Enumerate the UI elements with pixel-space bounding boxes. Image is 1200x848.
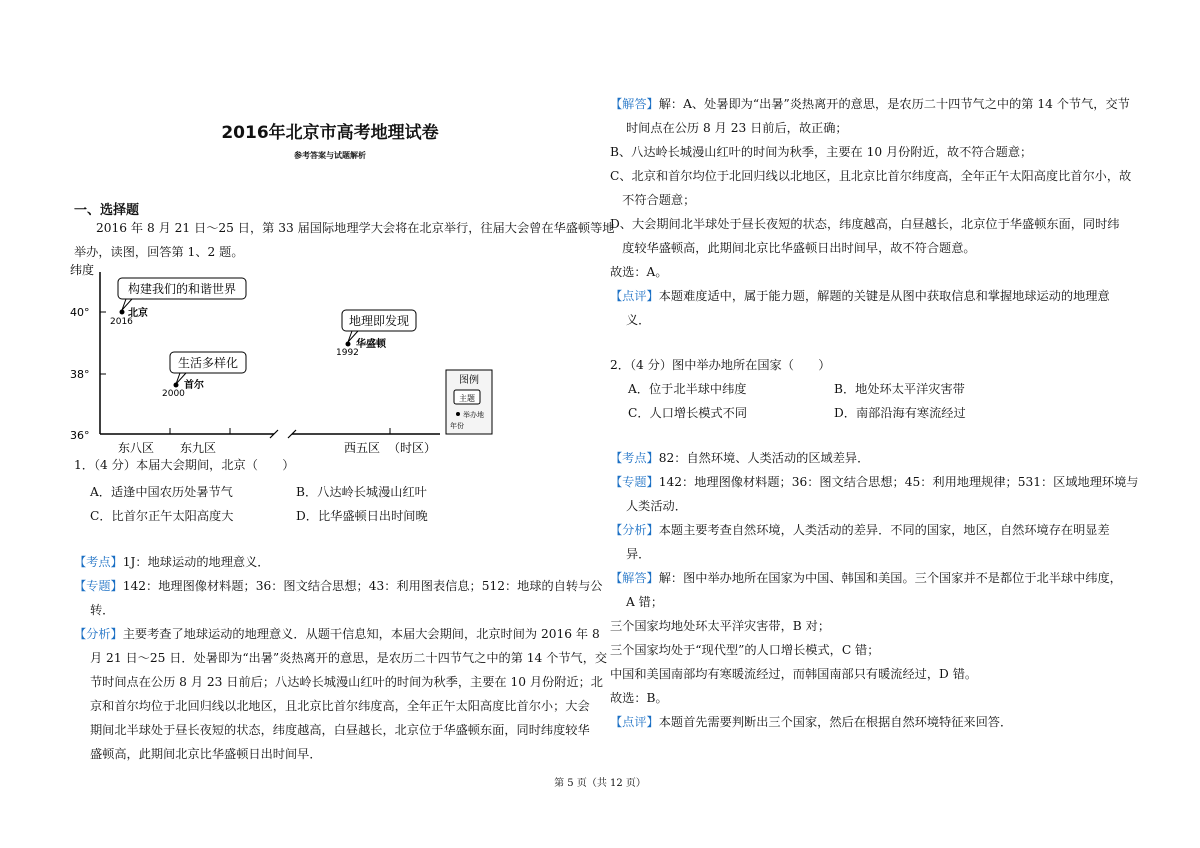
legend-theme: 主题 xyxy=(459,394,475,403)
year-washington: 1992 xyxy=(336,348,359,358)
legend-year: 年份 xyxy=(450,422,464,430)
q2-option-b[interactable]: B．地处环太平洋灾害带 xyxy=(834,382,965,396)
q1-jieda-line: 度较华盛顿高，此期间北京比华盛顿日出时间早，故不符合题意。 xyxy=(610,241,976,255)
y-tick-label: 40° xyxy=(70,306,90,319)
tag-fenxi: 【分析】 xyxy=(610,523,659,537)
year-beijing: 2016 xyxy=(110,317,133,327)
q1-dianping-cont: 义． xyxy=(626,313,651,327)
y-axis-label: 纬度 xyxy=(70,263,95,277)
q1-option-b[interactable]: B．八达岭长城漫山红叶 xyxy=(296,485,427,499)
section-heading: 一、选择题 xyxy=(74,203,140,218)
q1-stem: 1．（4 分）本届大会期间，北京（ ） xyxy=(74,458,295,472)
q2-answer: 故选：B。 xyxy=(610,691,668,705)
city-washington: 华盛顿 xyxy=(356,339,386,350)
q1-jieda-line: 时间点在公历 8 月 23 日前后，故正确； xyxy=(626,121,848,135)
q2-zhuanti-cont: 人类活动． xyxy=(626,499,687,513)
q2-fenxi: 【分析】本题主要考查自然环境，人类活动的差异．不同的国家，地区，自然环境存在明显差 xyxy=(610,523,1110,537)
q2-stem: 2．（4 分）图中举办地所在国家（ ） xyxy=(610,358,831,372)
q2-jieda-line: 三个国家均处于“现代型”的人口增长模式，C 错； xyxy=(610,643,880,657)
q2-jieda-line: 三个国家均地处环太平洋灾害带，B 对； xyxy=(610,619,831,633)
tag-jieda: 【解答】 xyxy=(610,97,659,111)
x-tick-label: （时区） xyxy=(388,441,437,455)
q1-fenxi-line: 京和首尔均位于北回归线以北地区，且北京比首尔纬度高，全年正午太阳高度比首尔小；大会 xyxy=(90,699,590,713)
y-tick-label: 36° xyxy=(70,429,90,442)
q1-fenxi-line: 节时间点在公历 8 月 23 日前后；八达岭长城漫山红叶的时间为秋季，主要在 10 月份附近；北 xyxy=(90,675,603,689)
y-tick-label: 38° xyxy=(70,368,90,381)
q2-option-c[interactable]: C．人口增长模式不同 xyxy=(628,406,748,420)
x-tick-label: 东九区 xyxy=(180,441,217,455)
q2-zhuanti: 【专题】142：地理图像材料题；36：图文结合思想；45：利用地理规律；531：区域地理环境与 xyxy=(610,475,1139,489)
q1-answer: 故选：A。 xyxy=(610,265,668,279)
intro-line-1: 2016 年 8 月 21 日～25 日，第 33 届国际地理学大会将在北京举行，往届大会曾在华盛顿等地 xyxy=(96,221,615,235)
q2-jieda: 【解答】解：图中举办地所在国家为中国、韩国和美国。三个国家并不是都位于北半球中纬度， xyxy=(610,571,1122,585)
tag-fenxi: 【分析】 xyxy=(74,627,123,641)
q1-zhuanti-cont: 转． xyxy=(90,603,115,617)
q2-kaodian: 【考点】82：自然环境、人类活动的区域差异． xyxy=(610,451,870,465)
q2-jieda-line: A 错； xyxy=(626,595,664,609)
city-beijing: 北京 xyxy=(128,308,148,319)
q1-option-c[interactable]: C．比首尔正午太阳高度大 xyxy=(90,509,234,523)
tag-zhuanti: 【专题】 xyxy=(74,579,123,593)
intro-line-2: 举办，读图，回答第 1、2 题。 xyxy=(74,245,244,259)
city-seoul: 首尔 xyxy=(184,380,204,391)
page-subtitle: 参考答案与试题解析 xyxy=(294,150,366,160)
q1-jieda-line: C、北京和首尔均位于北回归线以北地区，且北京比首尔纬度高，全年正午太阳高度比首尔小，故 xyxy=(610,169,1132,183)
q1-jieda-line: 不符合题意； xyxy=(610,193,696,207)
tag-kaodian: 【考点】 xyxy=(74,555,123,569)
q1-dianping: 【点评】本题难度适中，属于能力题，解题的关键是从图中获取信息和掌握地球运动的地理意 xyxy=(610,289,1110,303)
q1-fenxi-line: 盛顿高，此期间北京比华盛顿日出时间早． xyxy=(90,747,322,761)
theme-washington: 地理即发现 xyxy=(348,314,410,328)
q1-jieda-line: D、大会期间北半球处于昼长夜短的状态，纬度越高，白昼越长，北京位于华盛顿东面，同时纬 xyxy=(610,217,1120,231)
tag-dianping: 【点评】 xyxy=(610,289,659,303)
q1-zhuanti: 【专题】142：地理图像材料题；36：图文结合思想；43：利用图表信息；512：地球的自转与公 xyxy=(74,579,603,593)
latitude-timezone-figure xyxy=(70,262,484,460)
q2-jieda-line: 中国和美国南部均有寒暖流经过，而韩国南部只有暖流经过，D 错。 xyxy=(610,667,978,681)
year-seoul: 2000 xyxy=(162,389,185,399)
tag-kaodian: 【考点】 xyxy=(610,451,659,465)
x-tick-label: 西五区 xyxy=(344,441,381,455)
point-seoul xyxy=(174,383,179,388)
point-beijing xyxy=(120,310,125,315)
tag-jieda: 【解答】 xyxy=(610,571,659,585)
theme-seoul: 生活多样化 xyxy=(177,356,239,370)
legend-point xyxy=(456,412,460,416)
q1-fenxi-line: 期间北半球处于昼长夜短的状态，纬度越高，白昼越长，北京位于华盛顿东面，同时纬度较华 xyxy=(90,723,590,737)
q2-dianping: 【点评】本题首先需要判断出三个国家，然后在根据自然环境特征来回答． xyxy=(610,715,1013,729)
tag-zhuanti: 【专题】 xyxy=(610,475,659,489)
theme-beijing: 构建我们的和谐世界 xyxy=(127,282,237,296)
legend-place: 举办地 xyxy=(463,411,484,419)
q2-fenxi-cont: 异． xyxy=(626,547,651,561)
q2-option-d[interactable]: D．南部沿海有寒流经过 xyxy=(834,406,966,420)
q1-option-d[interactable]: D．比华盛顿日出时间晚 xyxy=(296,509,428,523)
q1-jieda: 【解答】解：A、处暑即为“出暑”炎热离开的意思，是农历二十四节气之中的第 14 个节气，交节 xyxy=(610,97,1130,111)
q1-kaodian: 【考点】1J：地球运动的地理意义． xyxy=(74,555,270,569)
q2-option-a[interactable]: A．位于北半球中纬度 xyxy=(628,382,747,396)
tag-dianping: 【点评】 xyxy=(610,715,659,729)
q1-fenxi-line: 月 21 日～25 日．处暑即为“出暑”炎热离开的意思，是农历二十四节气之中的第 14 个节气，交 xyxy=(90,651,608,665)
legend-title: 图例 xyxy=(459,375,479,386)
q1-fenxi: 【分析】主要考查了地球运动的地理意义．从题干信息知，本届大会期间，北京时间为 2016 年 8 xyxy=(74,627,600,641)
page-title: 2016年北京市高考地理试卷 xyxy=(221,123,439,143)
x-tick-label: 东八区 xyxy=(118,441,155,455)
q1-option-a[interactable]: A．适逢中国农历处暑节气 xyxy=(90,485,233,499)
q1-jieda-line: B、八达岭长城漫山红叶的时间为秋季，主要在 10 月份附近，故不符合题意； xyxy=(610,145,1033,159)
page-number: 第 5 页（共 12 页） xyxy=(554,778,646,789)
point-washington xyxy=(346,342,351,347)
